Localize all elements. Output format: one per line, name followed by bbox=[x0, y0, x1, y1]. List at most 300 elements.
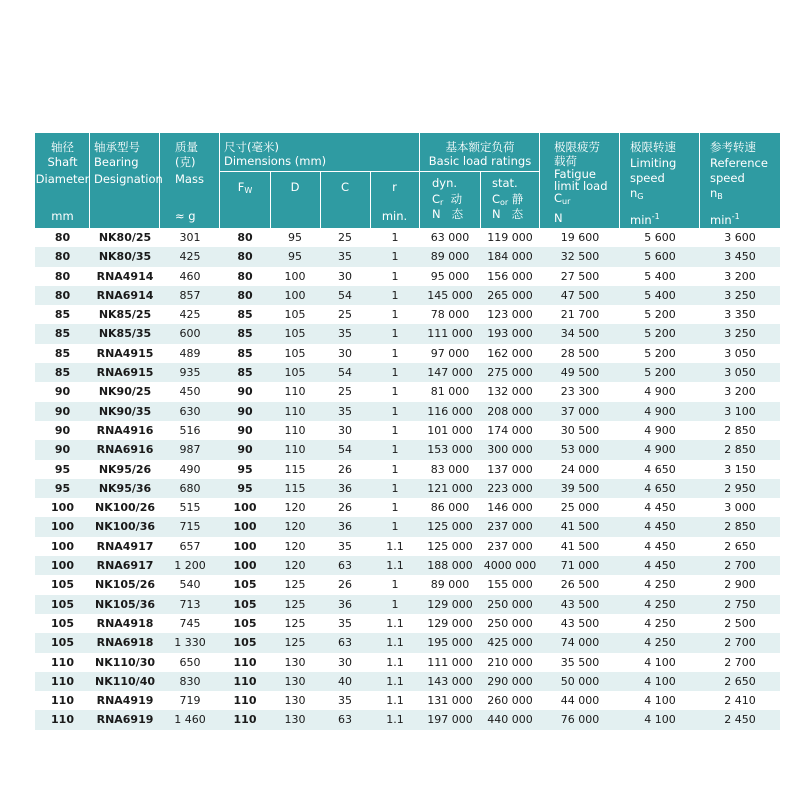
bearing-en2: Designation bbox=[94, 172, 163, 186]
limiting-speed-cell: 5 200 bbox=[644, 346, 676, 360]
mass-cell: 657 bbox=[179, 539, 201, 553]
shaft-cell: 80 bbox=[54, 288, 71, 302]
fw-cell: 90 bbox=[237, 404, 253, 418]
shaft-cell: 110 bbox=[51, 674, 74, 688]
fw-cell: 85 bbox=[237, 327, 253, 341]
fw-cell: 105 bbox=[233, 597, 257, 611]
cr-cell: 195 000 bbox=[427, 636, 473, 650]
fw-cell: 80 bbox=[237, 231, 253, 244]
shaft-cell: 105 bbox=[51, 616, 74, 630]
cr-cell: 188 000 bbox=[427, 559, 473, 573]
c-cell: 26 bbox=[338, 501, 352, 515]
limiting-unit-sup: -1 bbox=[651, 212, 660, 221]
reference-speed-cell: 3 200 bbox=[724, 269, 756, 283]
fw-cell: 85 bbox=[237, 308, 253, 322]
table-header bbox=[35, 133, 780, 228]
cor-cell: 250 000 bbox=[487, 597, 533, 611]
mass-zh: 质量 bbox=[175, 140, 198, 154]
table-row bbox=[35, 537, 780, 556]
c-label: C bbox=[340, 180, 350, 194]
reference-speed-cell: 3 000 bbox=[724, 501, 756, 515]
limiting-speed-cell: 4 250 bbox=[644, 578, 676, 592]
d-cell: 130 bbox=[284, 694, 306, 708]
cr-cell: 83 000 bbox=[430, 462, 470, 476]
mass-cell: 540 bbox=[179, 578, 201, 592]
fw-cell: 80 bbox=[237, 269, 253, 283]
limiting-speed-cell: 4 650 bbox=[644, 462, 676, 476]
table-row bbox=[35, 498, 780, 517]
mass-cell: 715 bbox=[179, 520, 201, 534]
table-row bbox=[35, 479, 780, 498]
cor-cell: 290 000 bbox=[487, 674, 533, 688]
r-cell: 1 bbox=[391, 597, 399, 611]
header-bearing bbox=[90, 133, 163, 228]
mass-cell: 516 bbox=[179, 423, 201, 437]
d-cell: 115 bbox=[284, 481, 306, 495]
mass-cell: 1 330 bbox=[174, 636, 206, 650]
table-row bbox=[35, 672, 780, 691]
r-cell: 1.1 bbox=[386, 694, 404, 708]
cr-cell: 63 000 bbox=[430, 231, 470, 244]
table-row bbox=[35, 382, 780, 401]
limiting-unit: min bbox=[630, 212, 652, 227]
cr-cell: 101 000 bbox=[427, 423, 473, 437]
r-cell: 1 bbox=[391, 578, 399, 592]
limiting-sym-sub: G bbox=[637, 192, 644, 201]
d-cell: 125 bbox=[284, 636, 306, 650]
shaft-cell: 110 bbox=[51, 655, 74, 669]
limiting-zh: 极限转速 bbox=[630, 140, 676, 154]
cor-cell: 137 000 bbox=[487, 462, 533, 476]
mass-cell: 301 bbox=[179, 231, 201, 244]
reference-speed-cell: 2 950 bbox=[724, 481, 756, 495]
dims-en: Dimensions (mm) bbox=[224, 154, 327, 168]
cr-cell: 89 000 bbox=[430, 578, 470, 592]
designation-cell: NK100/26 bbox=[94, 501, 156, 515]
stat-tai: 态 bbox=[511, 207, 524, 221]
fw-cell: 80 bbox=[237, 288, 253, 302]
c-cell: 35 bbox=[338, 616, 352, 630]
r-cell: 1 bbox=[391, 481, 399, 495]
cor-cell: 184 000 bbox=[487, 250, 533, 264]
reference-unit-sup: -1 bbox=[731, 212, 740, 221]
shaft-cell: 80 bbox=[54, 231, 71, 244]
reference-speed-cell: 2 410 bbox=[724, 694, 756, 708]
fatigue-zh2: 载荷 bbox=[554, 154, 577, 168]
cor-cell: 275 000 bbox=[487, 366, 533, 380]
table-row bbox=[35, 402, 780, 421]
mass-cell: 830 bbox=[179, 674, 201, 688]
cu-cell: 44 000 bbox=[560, 694, 600, 708]
reference-speed-cell: 2 700 bbox=[724, 559, 756, 573]
r-cell: 1 bbox=[391, 404, 399, 418]
dyn-label: dyn. bbox=[432, 176, 458, 190]
r-cell: 1 bbox=[391, 462, 399, 476]
stat-unit: N bbox=[492, 207, 501, 221]
cor-cell: 156 000 bbox=[487, 269, 533, 283]
cr-cell: 81 000 bbox=[430, 385, 470, 399]
fw-cell: 110 bbox=[233, 674, 257, 688]
c-cell: 25 bbox=[338, 308, 352, 322]
d-cell: 130 bbox=[284, 674, 306, 688]
cr-zh: 动 bbox=[450, 192, 463, 206]
limiting-speed-cell: 4 100 bbox=[644, 713, 676, 727]
c-cell: 35 bbox=[338, 327, 352, 341]
cor-cell: 237 000 bbox=[487, 520, 533, 534]
cu-cell: 32 500 bbox=[560, 250, 600, 264]
table-row bbox=[35, 614, 780, 633]
c-cell: 30 bbox=[338, 655, 352, 669]
r-cell: 1 bbox=[391, 366, 399, 380]
d-cell: 120 bbox=[284, 501, 306, 515]
cu-cell: 43 500 bbox=[560, 597, 600, 611]
designation-cell: RNA4915 bbox=[96, 346, 154, 360]
r-cell: 1.1 bbox=[386, 655, 404, 669]
load-en: Basic load ratings bbox=[428, 154, 532, 168]
d-cell: 110 bbox=[284, 404, 306, 418]
limiting-speed-cell: 5 200 bbox=[644, 327, 676, 341]
d-cell: 110 bbox=[284, 443, 306, 457]
cr-cell: 153 000 bbox=[427, 443, 473, 457]
fw-cell: 105 bbox=[233, 578, 257, 592]
cr-cell: 131 000 bbox=[427, 694, 473, 708]
table-row bbox=[35, 247, 780, 266]
cor-cell: 155 000 bbox=[487, 578, 533, 592]
limiting-speed-cell: 5 200 bbox=[644, 308, 676, 322]
cr-cell: 143 000 bbox=[427, 674, 473, 688]
shaft-cell: 90 bbox=[54, 443, 71, 457]
limiting-en1: Limiting bbox=[630, 156, 677, 170]
shaft-cell: 80 bbox=[54, 250, 71, 264]
cu-cell: 28 500 bbox=[560, 346, 600, 360]
mass-cell: 745 bbox=[179, 616, 201, 630]
mass-cell: 987 bbox=[179, 443, 201, 457]
mass-cell: 490 bbox=[179, 462, 201, 476]
cor-cell: 119 000 bbox=[487, 231, 533, 244]
reference-speed-cell: 3 050 bbox=[724, 366, 756, 380]
fw-cell: 110 bbox=[233, 694, 257, 708]
cr-cell: 129 000 bbox=[427, 616, 473, 630]
cor-cell: 123 000 bbox=[487, 308, 533, 322]
fatigue-en1: Fatigue bbox=[554, 167, 596, 181]
table-row bbox=[35, 421, 780, 440]
reference-speed-cell: 3 250 bbox=[724, 327, 756, 341]
table-row bbox=[35, 267, 780, 286]
cor-cell: 237 000 bbox=[487, 539, 533, 553]
d-cell: 125 bbox=[284, 597, 306, 611]
c-cell: 63 bbox=[338, 713, 352, 727]
cu-cell: 43 500 bbox=[560, 616, 600, 630]
cu-cell: 27 500 bbox=[560, 269, 600, 283]
shaft-cell: 85 bbox=[54, 308, 71, 322]
r-cell: 1 bbox=[391, 501, 399, 515]
limiting-sym: n bbox=[630, 186, 638, 200]
fw-cell: 90 bbox=[237, 385, 253, 399]
designation-cell: NK110/40 bbox=[94, 674, 156, 688]
cu-sub: ur bbox=[562, 197, 571, 206]
c-cell: 54 bbox=[338, 443, 352, 457]
cor-cell: 132 000 bbox=[487, 385, 533, 399]
shaft-cell: 100 bbox=[51, 559, 74, 573]
cor-cell: 250 000 bbox=[487, 616, 533, 630]
header-dimensions bbox=[220, 133, 420, 228]
fw-cell: 100 bbox=[233, 559, 257, 573]
r-cell: 1 bbox=[391, 346, 399, 360]
header-r bbox=[370, 171, 419, 228]
limiting-speed-cell: 4 900 bbox=[644, 385, 676, 399]
designation-cell: RNA6917 bbox=[96, 559, 154, 573]
cor-cell: 440 000 bbox=[487, 713, 533, 727]
r-cell: 1.1 bbox=[386, 674, 404, 688]
reference-speed-cell: 3 150 bbox=[724, 462, 756, 476]
c-cell: 26 bbox=[338, 578, 352, 592]
limiting-speed-cell: 5 400 bbox=[644, 269, 676, 283]
shaft-unit: mm bbox=[51, 209, 74, 223]
reference-speed-cell: 2 900 bbox=[724, 578, 756, 592]
c-cell: 35 bbox=[338, 539, 352, 553]
limiting-speed-cell: 4 650 bbox=[644, 481, 676, 495]
limiting-speed-cell: 4 100 bbox=[644, 674, 676, 688]
fw-cell: 100 bbox=[233, 501, 257, 515]
cu-cell: 74 000 bbox=[560, 636, 600, 650]
fw-cell: 85 bbox=[237, 366, 253, 380]
cor-cell: 265 000 bbox=[487, 288, 533, 302]
mass-cell: 489 bbox=[179, 346, 201, 360]
shaft-cell: 90 bbox=[54, 423, 71, 437]
limiting-speed-cell: 4 450 bbox=[644, 559, 676, 573]
reference-speed-cell: 3 600 bbox=[724, 231, 756, 244]
cu-cell: 37 000 bbox=[560, 404, 600, 418]
c-cell: 63 bbox=[338, 559, 352, 573]
cr-cell: 86 000 bbox=[430, 501, 470, 515]
table-row bbox=[35, 286, 780, 305]
cor-cell: 4000 000 bbox=[483, 559, 537, 573]
c-cell: 63 bbox=[338, 636, 352, 650]
shaft-cell: 105 bbox=[51, 636, 74, 650]
d-cell: 105 bbox=[284, 366, 306, 380]
cu-cell: 19 600 bbox=[560, 231, 600, 244]
fatigue-en2: limit load bbox=[554, 179, 608, 193]
limiting-speed-cell: 5 600 bbox=[644, 250, 676, 264]
cu-cell: 26 500 bbox=[560, 578, 600, 592]
c-cell: 35 bbox=[338, 404, 352, 418]
c-cell: 25 bbox=[338, 385, 352, 399]
limiting-speed-cell: 4 900 bbox=[644, 404, 676, 418]
reference-speed-cell: 2 850 bbox=[724, 423, 756, 437]
cu-cell: 53 000 bbox=[560, 443, 600, 457]
limiting-speed-cell: 4 100 bbox=[644, 655, 676, 669]
fw-sub: W bbox=[244, 186, 253, 195]
reference-speed-cell: 2 700 bbox=[724, 655, 756, 669]
table-row bbox=[35, 305, 780, 324]
shaft-cell: 100 bbox=[51, 520, 74, 534]
cor-cell: 162 000 bbox=[487, 346, 533, 360]
limiting-speed-cell: 4 250 bbox=[644, 636, 676, 650]
designation-cell: NK110/30 bbox=[94, 655, 156, 669]
fw-cell: 95 bbox=[237, 481, 253, 495]
cu-cell: 41 500 bbox=[560, 520, 600, 534]
designation-cell: RNA6915 bbox=[96, 366, 154, 380]
designation-cell: NK80/25 bbox=[98, 231, 152, 244]
header-fatigue bbox=[540, 133, 620, 228]
designation-cell: RNA4916 bbox=[96, 423, 154, 437]
d-cell: 120 bbox=[284, 520, 306, 534]
cr-cell: 116 000 bbox=[427, 404, 473, 418]
r-cell: 1 bbox=[391, 423, 399, 437]
limiting-en2: speed bbox=[630, 171, 665, 185]
reference-speed-cell: 3 100 bbox=[724, 404, 756, 418]
cor-cell: 300 000 bbox=[487, 443, 533, 457]
header-reference-speed bbox=[700, 133, 780, 228]
shaft-cell: 90 bbox=[54, 404, 71, 418]
cr-cell: 89 000 bbox=[430, 250, 470, 264]
cor-cell: 425 000 bbox=[487, 636, 533, 650]
limiting-speed-cell: 4 450 bbox=[644, 501, 676, 515]
table-row bbox=[35, 691, 780, 710]
table-row bbox=[35, 556, 780, 575]
r-cell: 1.1 bbox=[386, 539, 404, 553]
table-row bbox=[35, 633, 780, 652]
mass-cell: 630 bbox=[179, 404, 201, 418]
designation-cell: NK90/25 bbox=[98, 385, 152, 399]
mass-cell: 425 bbox=[179, 308, 201, 322]
cu-cell: 35 500 bbox=[560, 655, 600, 669]
d-label: D bbox=[290, 180, 300, 194]
fw-cell: 85 bbox=[237, 346, 253, 360]
designation-cell: NK80/35 bbox=[98, 250, 152, 264]
dims-zh: 尺寸(毫米) bbox=[224, 140, 279, 154]
cor-cell: 174 000 bbox=[487, 423, 533, 437]
c-cell: 30 bbox=[338, 269, 352, 283]
d-cell: 120 bbox=[284, 559, 306, 573]
table-body bbox=[35, 228, 780, 730]
cor-sub: or bbox=[500, 198, 509, 207]
reference-speed-cell: 3 450 bbox=[724, 250, 756, 264]
cr-label: C bbox=[432, 192, 441, 206]
r-cell: 1.1 bbox=[386, 713, 404, 727]
table-row bbox=[35, 517, 780, 536]
designation-cell: RNA6914 bbox=[96, 288, 154, 302]
c-cell: 35 bbox=[338, 250, 352, 264]
r-cell: 1 bbox=[391, 443, 399, 457]
designation-cell: RNA4918 bbox=[96, 616, 154, 630]
fw-cell: 90 bbox=[237, 423, 253, 437]
fw-label: F bbox=[237, 180, 245, 194]
cu-cell: 49 500 bbox=[560, 366, 600, 380]
d-cell: 95 bbox=[288, 250, 302, 264]
limiting-speed-cell: 5 200 bbox=[644, 366, 676, 380]
r-cell: 1.1 bbox=[386, 559, 404, 573]
reference-speed-cell: 2 850 bbox=[724, 520, 756, 534]
shaft-cell: 110 bbox=[51, 694, 74, 708]
cu-cell: 71 000 bbox=[560, 559, 600, 573]
mass-en: Mass bbox=[175, 172, 204, 186]
designation-cell: NK95/26 bbox=[98, 462, 152, 476]
cu-cell: 34 500 bbox=[560, 327, 600, 341]
designation-cell: NK90/35 bbox=[98, 404, 152, 418]
cu-cell: 50 000 bbox=[560, 674, 600, 688]
cor-cell: 210 000 bbox=[487, 655, 533, 669]
shaft-zh: 轴径 bbox=[51, 140, 74, 154]
limiting-speed-cell: 5 600 bbox=[644, 231, 676, 244]
shaft-cell: 105 bbox=[51, 597, 74, 611]
c-cell: 25 bbox=[338, 231, 352, 244]
header-d bbox=[270, 171, 321, 228]
table-row bbox=[35, 575, 780, 594]
reference-speed-cell: 2 700 bbox=[724, 636, 756, 650]
limiting-speed-cell: 4 100 bbox=[644, 694, 676, 708]
fw-cell: 90 bbox=[237, 443, 253, 457]
table-row bbox=[35, 595, 780, 614]
shaft-en2: Diameter bbox=[35, 172, 90, 186]
cu-cell: 39 500 bbox=[560, 481, 600, 495]
limiting-speed-cell: 4 450 bbox=[644, 520, 676, 534]
r-cell: 1 bbox=[391, 269, 399, 283]
table-row bbox=[35, 440, 780, 459]
cor-label: C bbox=[492, 192, 501, 206]
reference-speed-cell: 2 650 bbox=[724, 674, 756, 688]
header-load-ratings bbox=[420, 133, 540, 228]
cr-cell: 111 000 bbox=[427, 655, 473, 669]
r-cell: 1 bbox=[391, 308, 399, 322]
reference-speed-cell: 2 850 bbox=[724, 443, 756, 457]
table-row bbox=[35, 653, 780, 672]
cu-cell: 30 500 bbox=[560, 423, 600, 437]
cr-cell: 95 000 bbox=[430, 269, 470, 283]
d-cell: 125 bbox=[284, 578, 306, 592]
header-limiting-speed bbox=[620, 133, 700, 228]
d-cell: 105 bbox=[284, 308, 306, 322]
table-row bbox=[35, 710, 780, 729]
cr-cell: 111 000 bbox=[427, 327, 473, 341]
reference-sym-sub: B bbox=[717, 192, 723, 201]
cor-zh: 静 bbox=[511, 192, 524, 206]
c-cell: 30 bbox=[338, 346, 352, 360]
designation-cell: RNA4917 bbox=[96, 539, 154, 553]
designation-cell: NK100/36 bbox=[94, 520, 156, 534]
c-cell: 35 bbox=[338, 694, 352, 708]
cr-cell: 125 000 bbox=[427, 520, 473, 534]
reference-speed-cell: 2 500 bbox=[724, 616, 756, 630]
cor-cell: 208 000 bbox=[487, 404, 533, 418]
mass-cell: 600 bbox=[179, 327, 201, 341]
d-cell: 105 bbox=[284, 327, 306, 341]
r-cell: 1 bbox=[391, 288, 399, 302]
shaft-cell: 105 bbox=[51, 578, 74, 592]
designation-cell: RNA6919 bbox=[96, 713, 154, 727]
fw-cell: 100 bbox=[233, 520, 257, 534]
mass-cell: 719 bbox=[179, 694, 201, 708]
designation-cell: RNA6918 bbox=[96, 636, 154, 650]
c-cell: 26 bbox=[338, 462, 352, 476]
mass-cell: 460 bbox=[179, 269, 201, 283]
reference-speed-cell: 2 650 bbox=[724, 539, 756, 553]
d-cell: 95 bbox=[288, 231, 302, 244]
mass-cell: 935 bbox=[179, 366, 201, 380]
mass-unit: ≈ g bbox=[175, 209, 196, 223]
cr-cell: 145 000 bbox=[427, 288, 473, 302]
cu-cell: 23 300 bbox=[560, 385, 600, 399]
r-label: r bbox=[392, 180, 397, 194]
d-cell: 125 bbox=[284, 616, 306, 630]
table-row bbox=[35, 363, 780, 382]
table-row bbox=[35, 344, 780, 363]
r-cell: 1 bbox=[391, 327, 399, 341]
d-cell: 105 bbox=[284, 346, 306, 360]
d-cell: 115 bbox=[284, 462, 306, 476]
limiting-speed-cell: 4 250 bbox=[644, 616, 676, 630]
shaft-cell: 110 bbox=[51, 713, 74, 727]
